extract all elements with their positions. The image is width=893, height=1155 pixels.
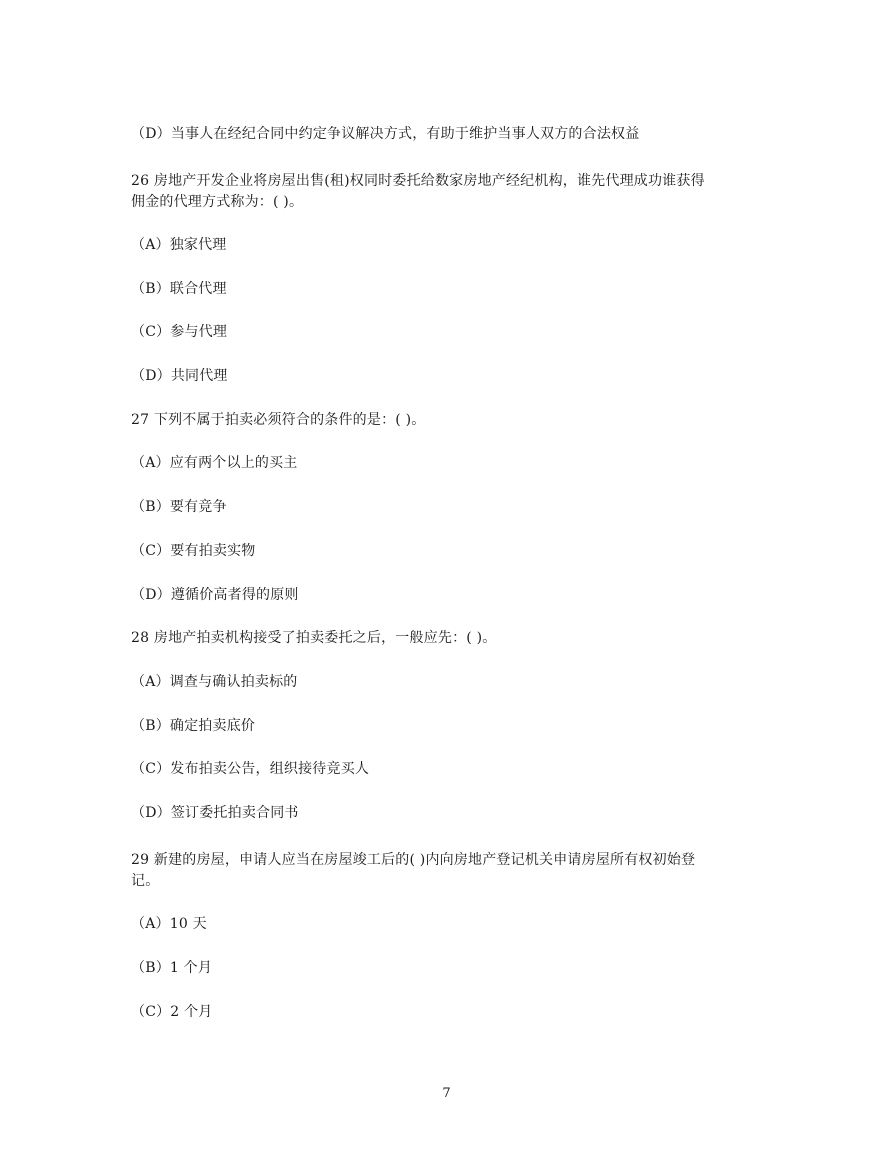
q29-option-c: （C）2 个月 [131,1004,213,1020]
q28-option-b: （B）确定拍卖底价 [131,718,256,734]
q27-stem: 27 下列不属于拍卖必须符合的条件的是：( )。 [131,412,426,428]
q29-stem-line1: 29 新建的房屋，申请人应当在房屋竣工后的( )内向房地产登记机关申请房屋所有权初始登 [131,852,696,868]
q25-option-d: （D）当事人在经纪合同中约定争议解决方式，有助于维护当事人双方的合法权益 [131,126,640,142]
q28-stem: 28 房地产拍卖机构接受了拍卖委托之后，一般应先：( )。 [131,630,497,646]
q26-option-d: （D）共同代理 [131,368,228,384]
q27-option-b: （B）要有竞争 [131,499,227,515]
q26-stem-line1: 26 房地产开发企业将房屋出售(租)权同时委托给数家房地产经纪机构，谁先代理成功谁获得 [131,173,705,189]
q28-option-d: （D）签订委托拍卖合同书 [131,805,299,821]
q26-option-a: （A）独家代理 [131,237,227,253]
q26-option-c: （C）参与代理 [131,324,228,340]
q27-option-a: （A）应有两个以上的买主 [131,455,298,471]
q29-option-b: （B）1 个月 [131,960,213,976]
q26-stem-line2: 佣金的代理方式称为：( )。 [131,194,304,210]
q29-option-a: （A）10 天 [131,916,207,932]
q26-option-b: （B）联合代理 [131,281,227,297]
q27-option-c: （C）要有拍卖实物 [131,543,256,559]
q29-stem-line2: 记。 [131,873,160,889]
q28-option-a: （A）调查与确认拍卖标的 [131,674,298,690]
q27-option-d: （D）遵循价高者得的原则 [131,587,299,603]
q28-option-c: （C）发布拍卖公告，组织接待竞买人 [131,761,370,777]
page-number: 7 [442,1086,451,1101]
